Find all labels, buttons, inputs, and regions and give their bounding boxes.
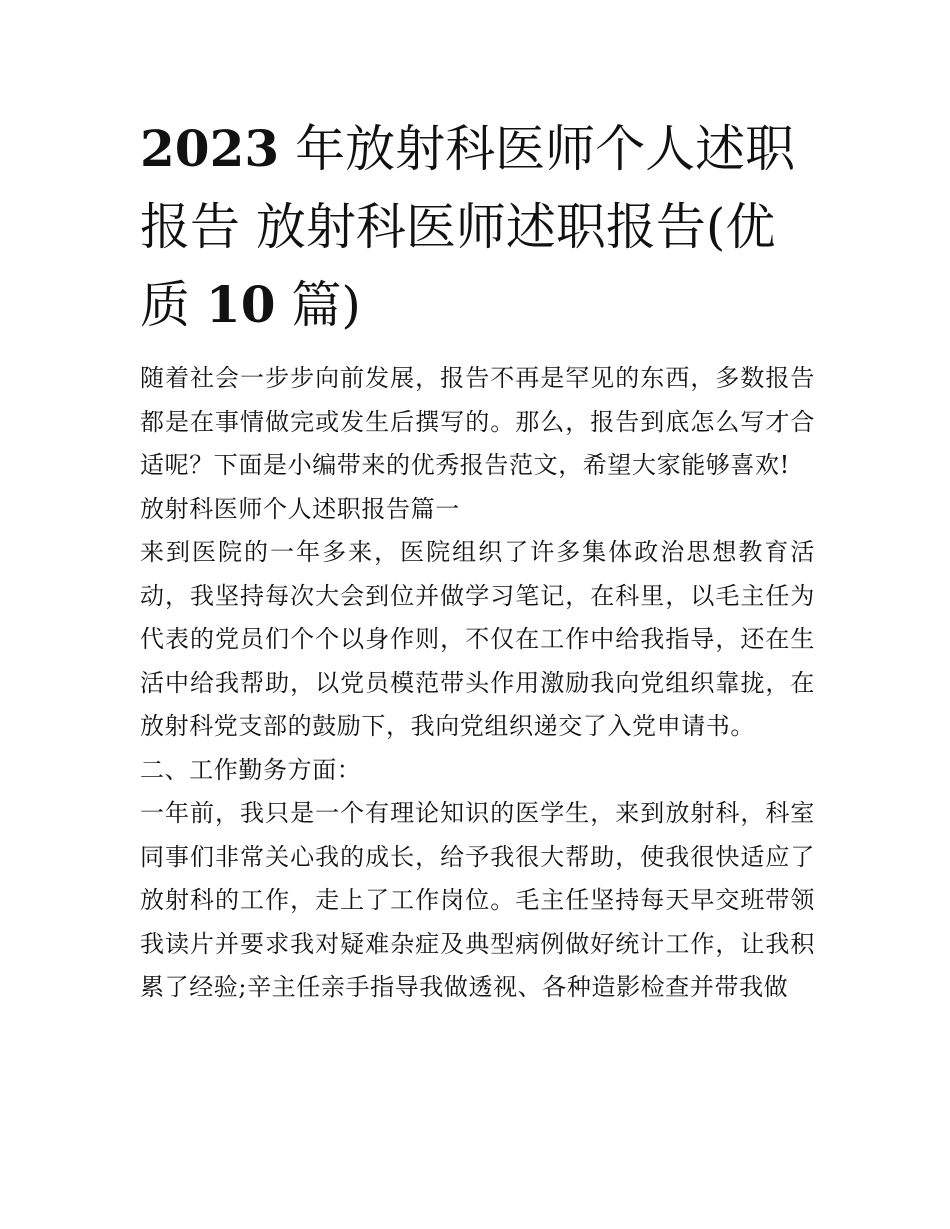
document-title [140, 110, 820, 344]
title-main: 年放射科医师个人述职报告 放射科医师述职报告(优质 [140, 120, 796, 334]
title-count: 10 [205, 275, 276, 334]
section-heading: 放射科医师个人述职报告篇一 [140, 494, 460, 523]
subsection-heading: 二、工作勤务方面： [140, 755, 362, 784]
intro-paragraph: 随着社会一步步向前发展，报告不再是罕见的东西，多数报告都是在事情做完或发生后撰写的。那么，报告到底怎么写才合适呢？下面是小编带来的优秀报告范文，希望大家能够喜欢! [140, 364, 815, 479]
body-paragraph: 来到医院的一年多来，医院组织了许多集体政治思想教育活动，我坚持每次大会到位并做学习笔记，在科里，以毛主任为代表的党员们个个以身作则，不仅在工作中给我指导，还在生活中给我帮助，以党员模范带头作用激励我向党组织靠拢，在放射科党支部的鼓励下，我向党组织递交了入党申请书。 [140, 538, 815, 740]
title-tail: 篇) [275, 276, 361, 334]
document-body [140, 357, 815, 1010]
title-year: 2023 [140, 119, 280, 178]
body-paragraph: 一年前，我只是一个有理论知识的医学生，来到放射科，科室同事们非常关心我的成长，给予我很大帮助，使我很快适应了放射科的工作，走上了工作岗位。毛主任坚持每天早交班带领我读片并要求我对疑难杂症及典型病例做好统计工作，让我积累了经验;辛主任亲手指导我做透视、各种造影检查并带我做 [140, 799, 815, 1001]
